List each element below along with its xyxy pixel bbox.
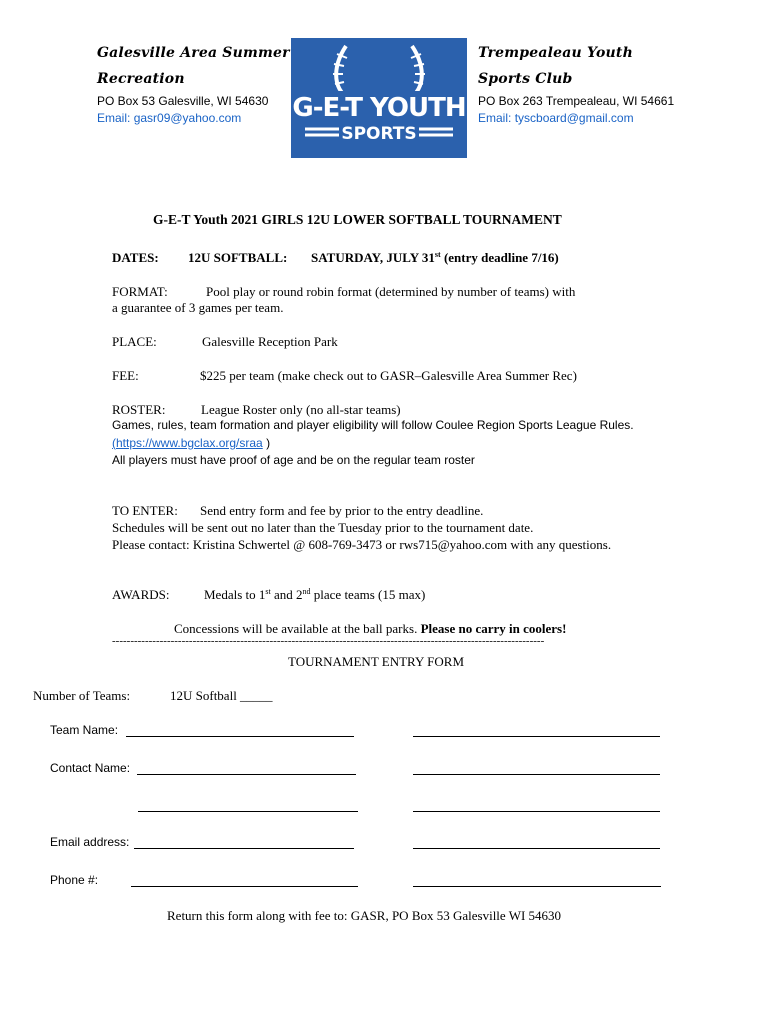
roster-link[interactable]: https://www.bgclax.org/sraa <box>116 436 263 450</box>
email-address-field-2[interactable] <box>413 836 660 849</box>
left-email-link[interactable]: gasr09@yahoo.com <box>133 111 242 125</box>
contact-line: Please contact: Kristina Schwertel @ 608-769-3473 or rws715@yahoo.com with any questions. <box>112 537 612 552</box>
return-form-instruction: Return this form along with fee to: GASR, PO Box 53 Galesville WI 54630 <box>167 908 562 923</box>
email-address-field[interactable] <box>134 836 354 849</box>
format-text-line2: a guarantee of 3 games per team. <box>112 300 284 315</box>
place-label: PLACE: <box>112 334 157 349</box>
dates-division: 12U SOFTBALL: <box>188 250 288 265</box>
logo-line2: SPORTS <box>341 124 417 144</box>
right-org-address: PO Box 263 Trempealeau, WI 54661 <box>478 94 675 108</box>
number-of-teams-label: Number of Teams: <box>33 688 131 703</box>
dates-value <box>311 250 559 266</box>
awards-sup1: st <box>265 587 271 596</box>
awards-part3: place teams (15 max) <box>310 587 426 602</box>
team-name-field[interactable] <box>126 724 354 737</box>
awards-text <box>204 587 425 603</box>
schedules-line: Schedules will be sent out no later than the Tuesday prior to the tournament date. <box>112 520 534 535</box>
to-enter-label: TO ENTER: <box>112 503 178 518</box>
awards-sup2: nd <box>302 587 311 596</box>
concessions-warning: Please no carry in coolers! <box>420 621 567 636</box>
phone-field[interactable] <box>131 874 358 887</box>
dates-day: SATURDAY, JULY 31 <box>311 250 435 265</box>
awards-label: AWARDS: <box>112 587 170 602</box>
to-enter-text: Send entry form and fee by prior to the entry deadline. <box>200 503 484 518</box>
right-email-label: Email: <box>478 111 515 125</box>
left-email-label: Email: <box>97 111 134 125</box>
phone-label: Phone #: <box>50 873 99 887</box>
tournament-title: G-E-T Youth 2021 GIRLS 12U LOWER SOFTBALL TOURNAMENT <box>153 212 562 227</box>
dates-deadline: (entry deadline 7/16) <box>440 250 559 265</box>
awards-part1: Medals to 1 <box>204 587 266 602</box>
roster-rules-line: Games, rules, team formation and player eligibility will follow Coulee Region Sports League Rules. <box>112 418 634 432</box>
right-email-link[interactable]: tyscboard@gmail.com <box>514 111 634 125</box>
logo-graphic <box>291 38 467 158</box>
roster-label: ROSTER: <box>112 402 166 417</box>
fee-text: $225 per team (make check out to GASR–Galesville Area Summer Rec) <box>200 368 577 383</box>
format-text-line1: Pool play or round robin format (determined by number of teams) with <box>206 284 576 299</box>
right-org-name-line1: Trempealeau Youth <box>478 45 633 61</box>
roster-link-close: ) <box>262 436 271 450</box>
right-org-email-line <box>478 111 634 125</box>
divider-line: ---------------------------------------------------------------------------------------------------------------------- <box>112 635 545 647</box>
roster-link-open: ( <box>112 436 116 450</box>
contact-name-field-2[interactable] <box>413 762 660 775</box>
team-name-field-2[interactable] <box>413 724 660 737</box>
dates-label: DATES: <box>112 250 159 265</box>
team-name-label: Team Name: <box>50 723 119 737</box>
right-org-name-line2: Sports Club <box>478 71 573 87</box>
roster-link-line <box>112 436 270 450</box>
contact-name-field[interactable] <box>137 762 356 775</box>
logo-line1: G-E-T YOUTH <box>292 93 466 123</box>
roster-proof-of-age-line: All players must have proof of age and be on the regular team roster <box>112 453 475 467</box>
division-12u-softball-field[interactable]: 12U Softball _____ <box>170 688 273 703</box>
contact-name-label: Contact Name: <box>50 761 131 775</box>
left-org-name-line2: Recreation <box>97 71 185 87</box>
format-label: FORMAT: <box>112 284 168 299</box>
awards-part2: and 2 <box>270 587 303 602</box>
contact-name-field-3[interactable] <box>138 799 358 812</box>
dates-day-suffix: st <box>434 250 441 259</box>
concessions-text: Concessions will be available at the ball parks. <box>174 621 421 636</box>
fee-label: FEE: <box>112 368 139 383</box>
left-org-name-line1: Galesville Area Summer <box>97 45 290 61</box>
left-org-address: PO Box 53 Galesville, WI 54630 <box>97 94 269 108</box>
roster-text: League Roster only (no all-star teams) <box>201 402 401 417</box>
email-address-label: Email address: <box>50 835 130 849</box>
entry-form-title: TOURNAMENT ENTRY FORM <box>288 654 465 669</box>
phone-field-2[interactable] <box>413 874 661 887</box>
get-youth-sports-logo <box>291 38 467 158</box>
left-org-email-line <box>97 111 241 125</box>
place-text: Galesville Reception Park <box>202 334 338 349</box>
contact-name-field-4[interactable] <box>413 799 660 812</box>
